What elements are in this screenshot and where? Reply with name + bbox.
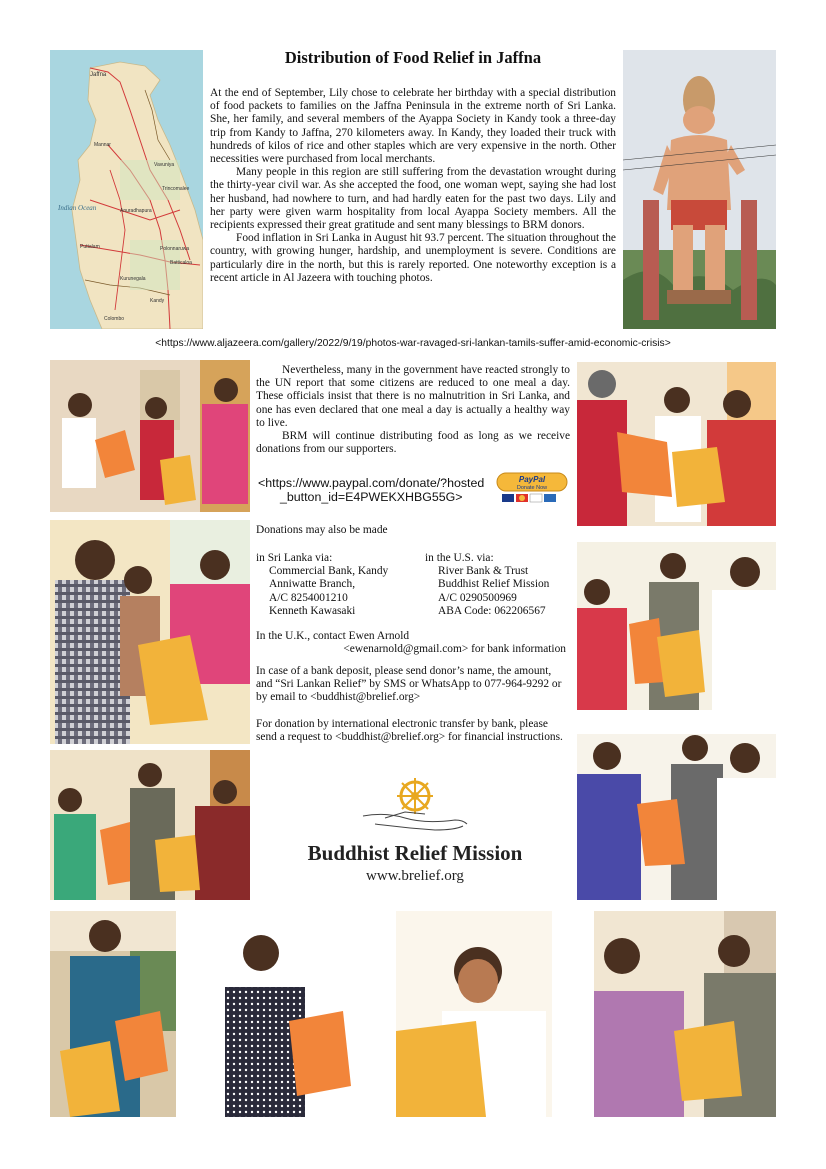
us-heading: in the U.S. via: [425, 552, 494, 564]
distribution-photo-9 [396, 911, 552, 1117]
sri-lanka-map [50, 50, 203, 329]
page-title: Distribution of Food Relief in Jaffna [284, 48, 542, 67]
distribution-photo-6 [577, 734, 776, 900]
distribution-photo-5 [577, 542, 776, 710]
distribution-photo-4 [577, 362, 776, 526]
us-line: ABA Code: 062206567 [438, 604, 546, 617]
brm-website[interactable]: www.brelief.org [366, 868, 464, 884]
brm-logo [355, 772, 475, 838]
distribution-photo-10 [594, 911, 776, 1117]
middle-paragraph: Nevertheless, many in the government have reacted strongly to the UN report that some citizens are reduced to one meal a day. These officials insist that there is no malnutrition in Sri Lanka, and one has even declared that one meal a day is actually a healthy way to live. [256, 364, 570, 429]
paypal-donate-button[interactable] [496, 472, 568, 504]
brm-name: Buddhist Relief Mission [307, 841, 523, 865]
aljazeera-link[interactable]: <https://www.aljazeera.com/gallery/2022/9/19/photos-war-ravaged-sri-lankan-tamils-suffer-amid-economic-crisis> [155, 338, 671, 349]
map-label-batticaloa: Batticaloa [170, 260, 192, 266]
map-label-colombo: Colombo [104, 316, 125, 322]
paypal-url-line1[interactable]: <https://www.paypal.com/donate/?hosted [258, 476, 485, 490]
map-label-puttalam: Puttalam [80, 244, 100, 250]
visa-card-icon [502, 494, 514, 502]
srilanka-line: Anniwatte Branch, [269, 578, 356, 591]
us-line: A/C 0290500969 [438, 591, 517, 604]
paypal-brand: PayPal [518, 475, 546, 484]
donations-intro: Donations may also be made [256, 524, 388, 536]
paypal-url-line2[interactable]: _button_id=E4PWEKXHBG55G> [280, 490, 463, 504]
distribution-photo-8 [213, 911, 353, 1117]
intro-paragraph: Many people in this region are still suffering from the devastation wrought during the thirty-year civil war. As she accepted the food, one woman wept, saying she had lost her husband, had nowhere to turn, and had hardly eaten for the past two days. Lily and her party were given warm hospitality from local Ayappa Society members. All the recipients expressed their great gratitude and sent many blessings to BRM donors. [210, 166, 616, 232]
distribution-photo-3 [50, 750, 250, 900]
amex-card-icon [544, 494, 556, 502]
map-label-jaffna: Jaffna [90, 72, 107, 78]
hanuman-statue-photo [623, 50, 776, 329]
map-label-anuradhapura: Anuradhapura [120, 208, 152, 214]
uk-line2: <ewenarnold@gmail.com> for bank information [343, 643, 566, 656]
distribution-photo-2 [50, 520, 250, 744]
distribution-photo-1 [50, 360, 250, 512]
paypal-button-text: Donate Now [516, 485, 548, 491]
discover-card-icon [530, 494, 542, 502]
intro-text [210, 87, 616, 285]
map-label-kurunegala: Kurunegala [120, 276, 146, 282]
intl-transfer-note: For donation by international electronic transfer by bank, please send a request to <buddhist@brelief.org> for financial instructions. [256, 718, 563, 744]
us-bank-block [425, 552, 571, 618]
map-label-vavuniya: Vavuniya [154, 162, 175, 168]
srilanka-heading: in Sri Lanka via: [256, 552, 333, 564]
intro-paragraph: At the end of September, Lily chose to celebrate her birthday with a special distribution of food packets to families on the Jaffna Peninsula in the extreme north of Sri Lanka. She, her family, and several members of the Ayappa Society in Kandy took a three-day trip from Kandy to Jaffna, 270 kilometers away. In Kandy, they loaded their truck with hundreds of kilos of rice and other staples which are very expensive in the north. Other necessities were purchased from local merchants. [210, 87, 616, 166]
map-label-polonnaruwa: Polonnaruwa [160, 246, 190, 252]
bank-deposit-note: In case of a bank deposit, please send donor’s name, the amount, and “Sri Lankan Relief” by SMS or WhatsApp to 077-964-9292 or by email to <buddhist@brelief.org> [256, 665, 562, 704]
us-line: River Bank & Trust [438, 565, 529, 578]
map-label-trincomalee: Trincomalee [162, 186, 190, 192]
map-label-kandy: Kandy [150, 298, 165, 304]
middle-paragraph: BRM will continue distributing food as long as we receive donations from our supporters. [256, 430, 570, 456]
intro-paragraph: Food inflation in Sri Lanka in August hit 93.7 percent. The situation throughout the country, with growing hunger, hardship, and unemployment is severe. Conditions are particularly dire in the north, but this is rarely reported. One noteworthy exception is a recent article in Al Jazeera with touching photos. [210, 232, 616, 284]
srilanka-line: Commercial Bank, Kandy [269, 565, 389, 578]
uk-contact [256, 630, 570, 656]
map-label-sea: Indian Ocean [58, 204, 97, 212]
uk-line1: In the U.K., contact Ewen Arnold [256, 630, 410, 642]
dharma-wheel-icon [397, 778, 433, 814]
us-line: Buddhist Relief Mission [438, 578, 550, 591]
srilanka-bank-block [256, 552, 424, 618]
distribution-photo-7 [50, 911, 176, 1117]
open-hand-icon [363, 812, 467, 830]
middle-text [256, 364, 570, 456]
map-label-mannar: Mannar [94, 142, 111, 148]
paypal-link[interactable] [258, 476, 492, 504]
srilanka-line: Kenneth Kawasaki [269, 604, 356, 617]
srilanka-line: A/C 8254001210 [269, 591, 348, 604]
